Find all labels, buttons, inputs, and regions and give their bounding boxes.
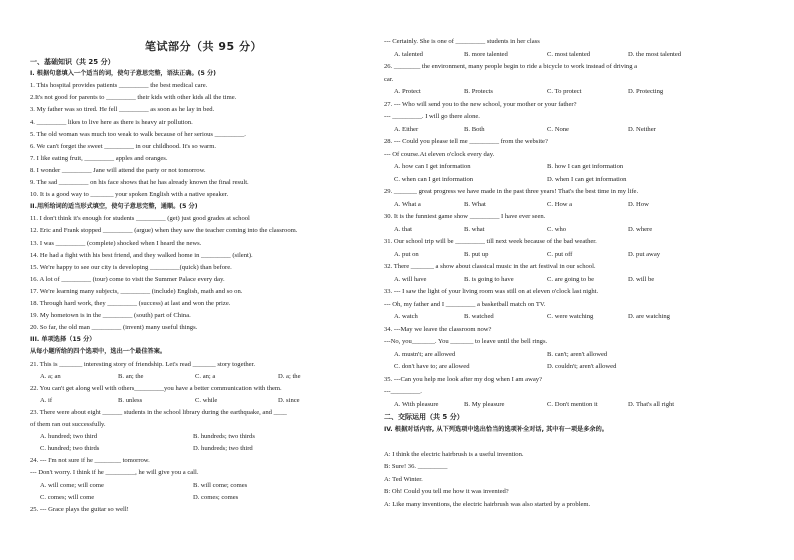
section-heading: 从每小题所给的四个选项中，选出一个最佳答案。	[30, 348, 167, 356]
question-line: 18. Through hard work, they _________ (success) at last and won the prize.	[30, 300, 231, 307]
section-heading: II.用所给词的适当形式填空，使句子意思完整，通顺。(5 分)	[30, 203, 198, 211]
question-line: 22. You can't get along well with others_________you have a better communication with them.	[30, 384, 282, 392]
answer-option: D. the most talented	[628, 50, 682, 58]
answer-option: A. watch	[394, 313, 418, 320]
question-line: 1. This hospital provides patients _________ the best medical care.	[30, 82, 208, 90]
question-line: B: Sure! 36. _________	[384, 463, 448, 470]
question-line: 30. It is the funniest game show _________ I have ever seen.	[384, 213, 546, 220]
section-heading: I. 根据句意填入一个适当的词，使句子意思完整，语法正确。(5 分)	[30, 70, 216, 78]
question-line: 27. --- Who will send you to the new school, your mother or your father?	[384, 100, 577, 108]
question-line: 6. We can't forget the sweet _________ in our childhood. It's so warm.	[30, 142, 217, 150]
answer-option: D. put away	[628, 250, 661, 258]
answer-option: B. more talented	[464, 50, 508, 58]
question-line: 16. A lot of _________ (tour) come to visit the Summer Palace every day.	[30, 275, 225, 283]
answer-option: B. will come; comes	[193, 481, 248, 489]
question-line: 7. I like eating fruit, _________ apples and oranges.	[30, 154, 168, 162]
answer-option: B. unless	[118, 396, 143, 404]
question-line: 13. I was _________ (complete) shocked when I heard the news.	[30, 239, 202, 247]
question-line: 2.It's not good for parents to _________ their kids with other kids all the time.	[30, 94, 237, 102]
question-line: A: Ted Winter.	[384, 475, 423, 483]
answer-option: D. where	[628, 225, 653, 233]
question-line: 11. I don't think it's enough for students _________ (get) just good grades at school	[30, 215, 250, 223]
question-line: ---_________.	[384, 388, 422, 395]
question-line: 24. --- I'm not sure if he ________ tomorrow.	[30, 457, 150, 465]
question-line: 23. There were about eight ______ students in the school library during the earthquake, and ____	[30, 408, 287, 416]
answer-option: C. comes; will come	[40, 493, 95, 501]
answer-option: B. Protects	[464, 88, 493, 95]
answer-option: A. What a	[394, 200, 421, 208]
answer-option: D. hundreds; two third	[193, 445, 253, 453]
answer-option: D. are watching	[628, 313, 670, 320]
answer-option: D. a; the	[278, 372, 301, 380]
answer-option: C. are going to be	[547, 275, 595, 283]
page-title: 笔试部分（共 95 分）	[145, 40, 262, 53]
question-line: --- Certainly. She is one of _________ students in her class	[384, 38, 540, 45]
answer-option: A. hundred; two third	[40, 433, 98, 441]
question-line: 35. ---Can you help me look after my dog when I am away?	[384, 375, 543, 383]
answer-option: D. How	[628, 200, 649, 208]
answer-option: A. Protect	[394, 88, 421, 95]
answer-option: C. while	[195, 396, 218, 404]
answer-option: A. talented	[394, 50, 423, 58]
answer-option: B. Both	[464, 125, 485, 133]
question-line: car.	[384, 75, 394, 83]
answer-option: C. were watching	[547, 313, 594, 320]
question-line: 4. _________ likes to live here as there is heavy air pollution.	[30, 118, 193, 126]
answer-option: B. is going to have	[464, 275, 514, 283]
question-line: 21. This is _______ interesting story of friendship. Let's read _______ story together.	[30, 360, 256, 368]
answer-option: A. mustn't; are allowed	[394, 350, 456, 358]
question-line: --- Don't worry. I think if he _________, he will give you a call.	[30, 469, 199, 477]
answer-option: A. if	[40, 396, 53, 404]
question-line: 25. --- Grace plays the guitar so well!	[30, 505, 129, 513]
answer-option: A. how can I get information	[394, 163, 471, 170]
answer-option: B. put up	[464, 250, 489, 258]
question-line: --- _________. I will go there alone.	[384, 113, 480, 120]
question-line: 29. _______ great progress we have made in the past three years! That's the best time in my life.	[384, 188, 639, 195]
answer-option: B. what	[464, 225, 485, 233]
question-line: A: I think the electric hairbrush is a useful invention.	[384, 450, 524, 458]
question-line: 34. ---May we leave the classroom now?	[384, 325, 492, 333]
answer-option: C. an; a	[195, 372, 216, 380]
answer-option: D. Protecting	[628, 88, 664, 95]
question-line: 32. There _______ a show about classical music in the art festival in our school.	[384, 263, 596, 270]
answer-option: C. don't have to; are allowed	[394, 363, 470, 370]
answer-option: C. most talented	[547, 50, 591, 58]
section-heading: IV. 根据对话内容, 从下列选项中选出恰当的选项补全对话, 其中有一项是多余的。	[384, 425, 608, 433]
answer-option: B. how I can get information	[547, 163, 624, 170]
answer-option: A. a; an	[40, 372, 61, 380]
question-line: 19. My hometown is in the _________ (south) part of China.	[30, 312, 191, 320]
question-line: B: Oh! Could you tell me how it was invented?	[384, 488, 509, 495]
section-heading: 一、基础知识（共 25 分）	[30, 58, 115, 66]
answer-option: C. when can I get information	[394, 175, 474, 183]
answer-option: D. Neither	[628, 125, 656, 133]
question-line: ---No, you_______. You _______ to leave until the bell rings.	[384, 338, 548, 345]
answer-option: C. Don't mention it	[547, 400, 598, 408]
question-line: 17. We're learning many subjects, _________ (include) English, math and so on.	[30, 287, 243, 295]
answer-option: A. that	[394, 225, 412, 233]
answer-option: C. How a	[547, 200, 573, 208]
answer-option: D. when I can get information	[547, 175, 627, 183]
answer-option: B. an; the	[118, 372, 144, 380]
question-line: 5. The old woman was much too weak to walk because of her serious _________.	[30, 130, 246, 138]
answer-option: D. since	[278, 396, 300, 404]
question-line: 14. He had a fight with his best friend, and they walked home in _________ (silent).	[30, 251, 253, 259]
answer-option: A. will have	[394, 275, 427, 283]
answer-option: A. will come; will come	[40, 481, 104, 489]
answer-option: A. put on	[394, 250, 419, 258]
answer-option: A. Either	[394, 125, 419, 133]
question-line: 10. It is a good way to _______ your spoken English with a native speaker.	[30, 191, 229, 199]
section-heading: 二、交际运用（共 5 分）	[384, 413, 464, 421]
section-heading: III. 单项选择（15 分）	[30, 336, 96, 344]
answer-option: D. will be	[628, 275, 655, 283]
question-line: 8. I wonder _________ Jane will attend the party or not tomorrow.	[30, 166, 206, 174]
question-line: 20. So far, the old man _________ (invent) many useful things.	[30, 324, 198, 332]
answer-option: B. can't; aren't allowed	[547, 350, 608, 358]
question-line: 26. ________ the environment, many people begin to ride a bicycle to work instead of driving a	[384, 63, 638, 70]
answer-option: C. who	[547, 225, 567, 233]
answer-option: B. My pleasure	[464, 400, 505, 408]
answer-option: D. couldn't; aren't allowed	[547, 363, 617, 370]
answer-option: B. hundreds; two thirds	[193, 433, 255, 441]
question-line: A: Like many inventions, the electric hairbrush was also started by a problem.	[384, 500, 591, 508]
question-line: of them ran out successfully.	[30, 421, 106, 428]
answer-option: B. What	[464, 200, 486, 208]
question-line: 31. Our school trip will be _________ till next week because of the bad weather.	[384, 238, 597, 245]
question-line: 12. Eric and Frank stopped _________ (argue) when they saw the teacher coming into the classroom.	[30, 227, 298, 235]
answer-option: D. That's all right	[628, 400, 675, 408]
answer-option: C. hundred; two thirds	[40, 445, 100, 453]
answer-option: C. None	[547, 125, 569, 133]
question-line: --- Oh, my father and I _________ a basketball match on TV.	[384, 300, 546, 308]
answer-option: C. To protect	[547, 88, 582, 95]
answer-option: A. With pleasure	[394, 400, 439, 408]
question-line: 9. The sad _________ on his face shows that he has already known the final result.	[30, 179, 249, 186]
question-line: 33. --- I saw the light of your living room was still on at eleven o'clock last night.	[384, 288, 599, 295]
question-line: 28. --- Could you please tell me _________ from the website?	[384, 138, 548, 145]
question-line: 15. We're happy to see our city is developing _________(quick) than before.	[30, 263, 232, 271]
answer-option: D. comes; comes	[193, 493, 239, 501]
question-line: 3. My father was so tired. He fell _________ as soon as he lay in bed.	[30, 106, 215, 114]
answer-option: B. watched	[464, 313, 494, 320]
answer-option: C. put off	[547, 250, 573, 258]
question-line: --- Of course.At eleven o'clock every day.	[384, 150, 495, 158]
